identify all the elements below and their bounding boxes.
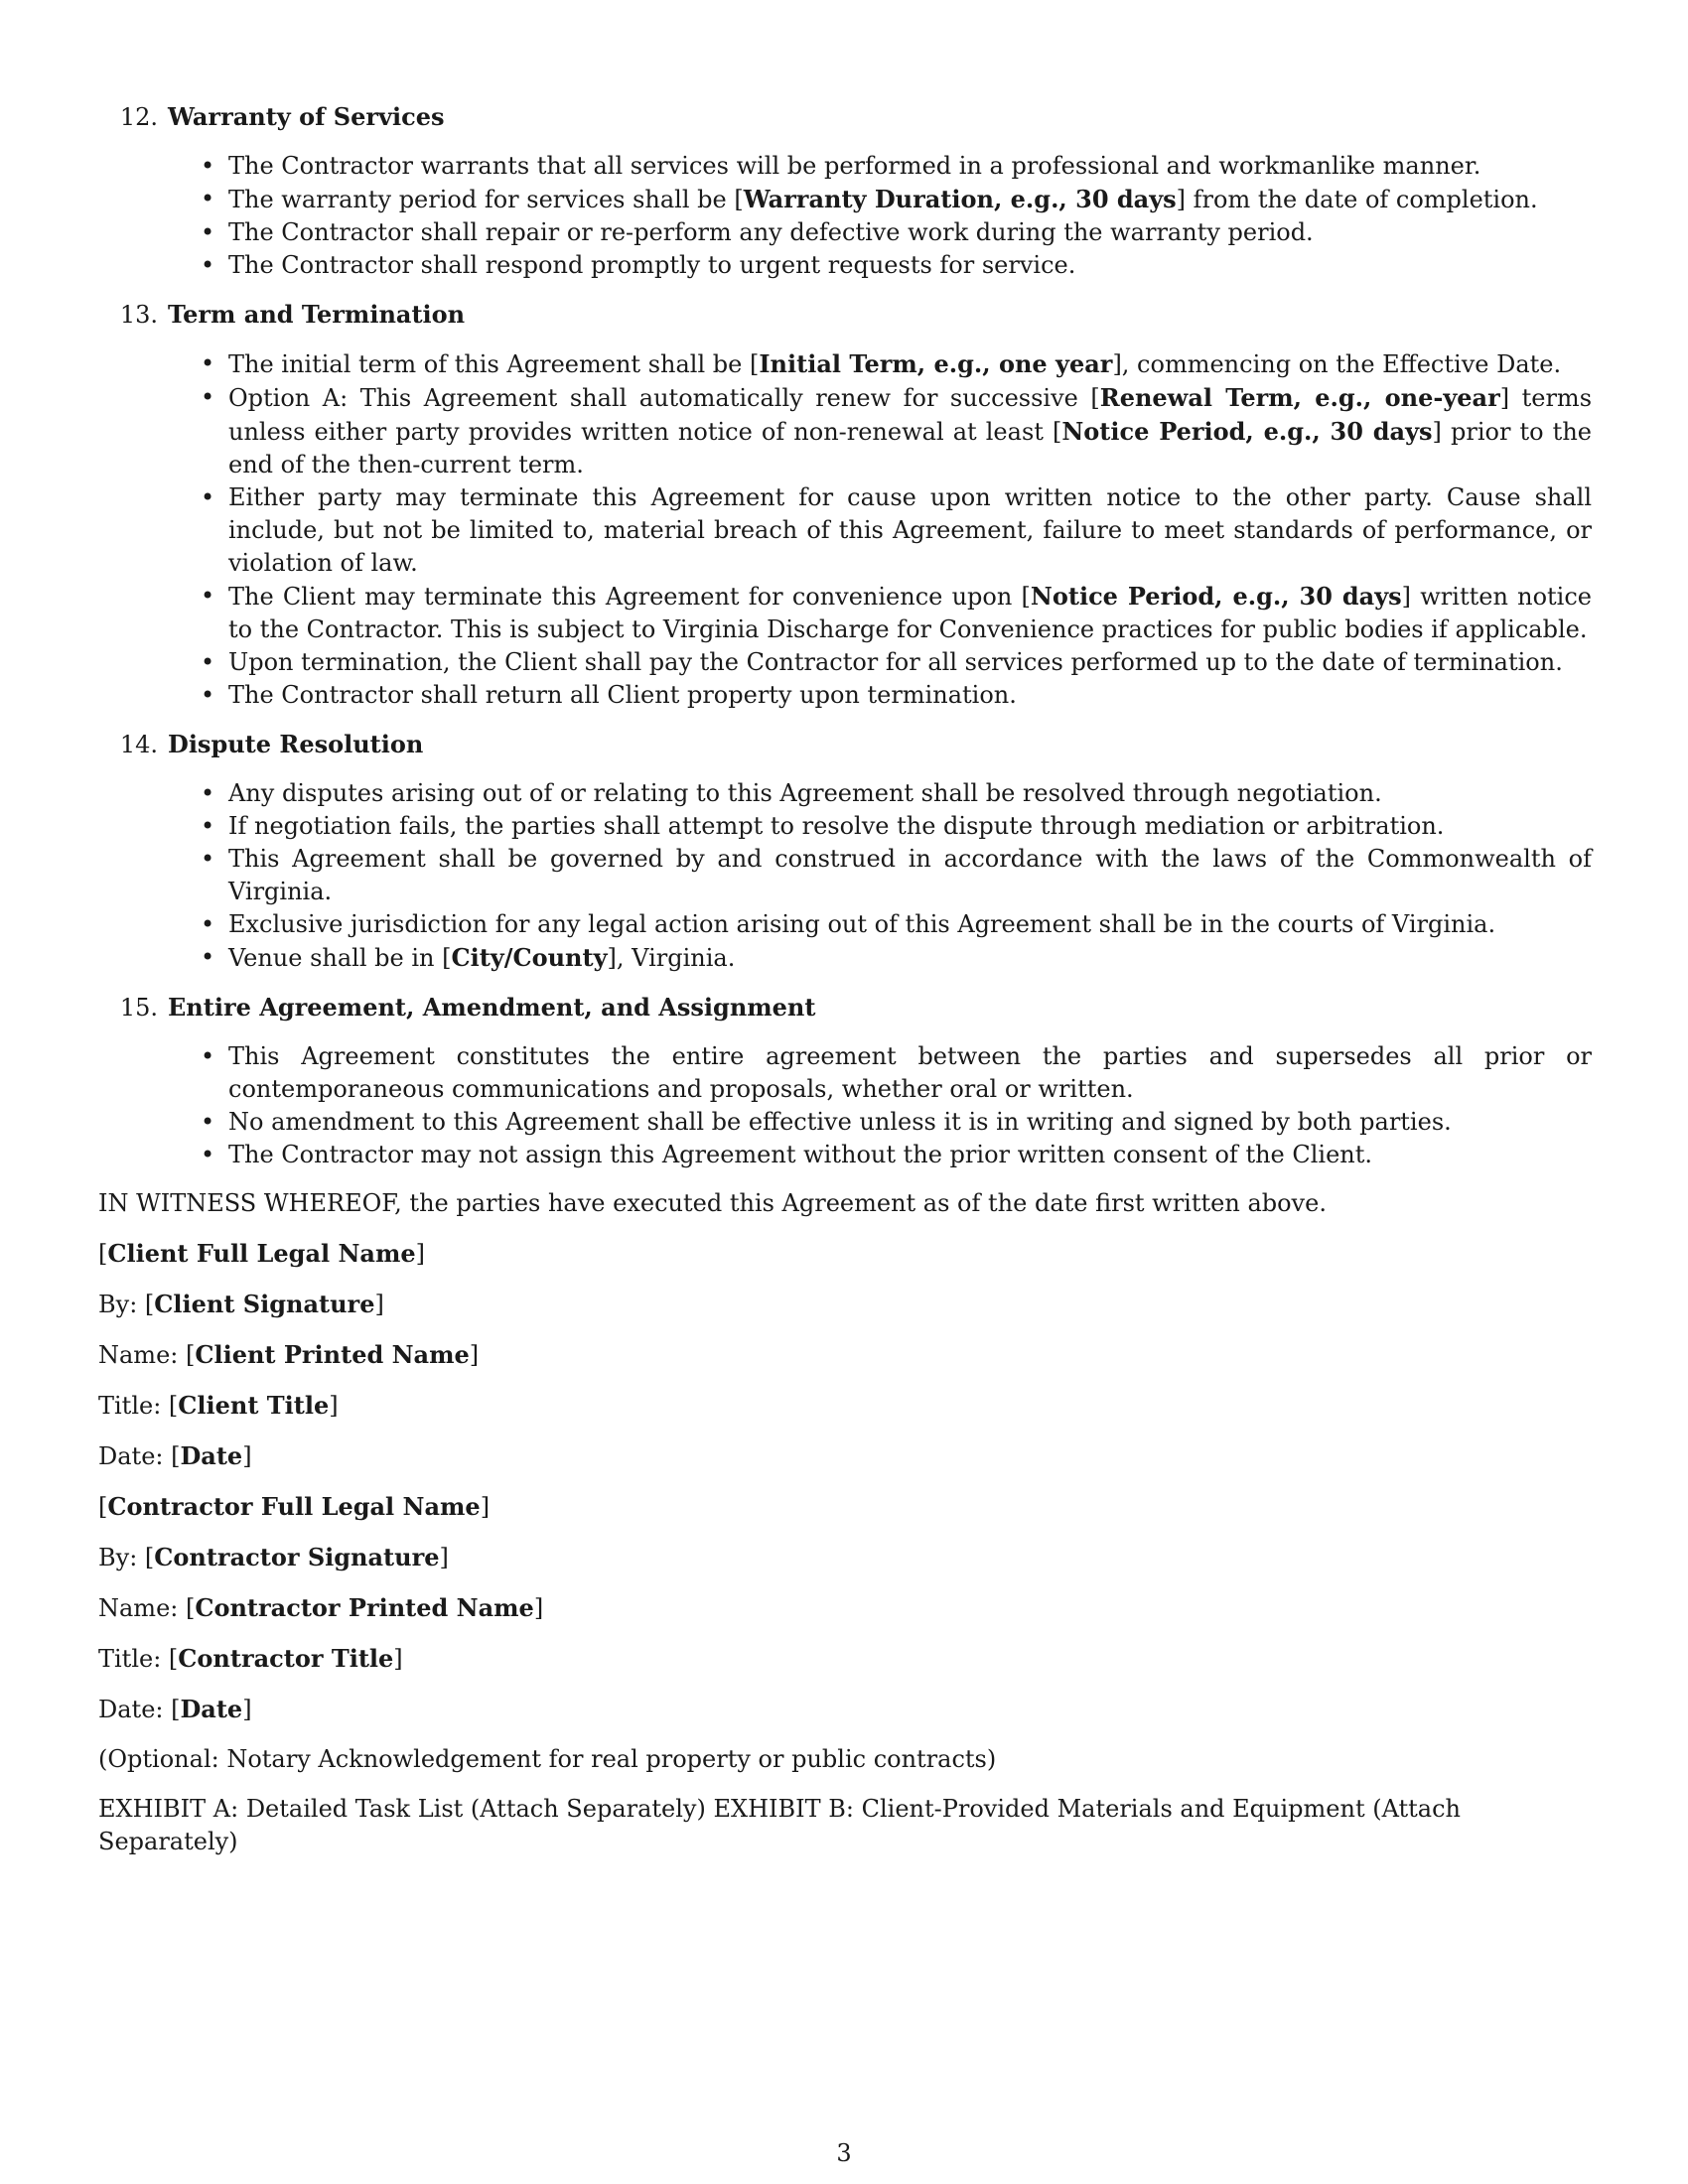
text-run: This Agreement shall be governed by and construed in accordance with the laws of the Commonwealth of Virginia. — [228, 845, 1592, 905]
placeholder-field: Client Signature — [154, 1290, 375, 1318]
paragraph — [98, 1439, 1592, 1473]
bullet-icon: • — [201, 582, 215, 610]
bullet-icon: • — [201, 383, 215, 411]
bullet-icon: • — [201, 779, 215, 807]
placeholder-field: Client Printed Name — [195, 1340, 470, 1369]
paragraph — [98, 1338, 1592, 1372]
placeholder-field: Renewal Term, e.g., one-year — [1099, 383, 1500, 412]
text-run: ], commencing on the Effective Date. — [1112, 350, 1562, 378]
bullet-icon: • — [201, 152, 215, 180]
paragraph — [98, 1642, 1592, 1676]
text-run: ] — [439, 1544, 449, 1571]
section-heading — [98, 728, 1592, 761]
paragraph — [98, 1591, 1592, 1625]
text-run: Exclusive jurisdiction for any legal action arising out of this Agreement shall be in the courts of Virginia. — [228, 910, 1496, 938]
text-run: ] written notice to the Contractor. This is subject to Virginia Discharge for Convenience practices for public bodies if applicable. — [228, 583, 1593, 643]
text-run: ] — [415, 1240, 426, 1268]
list-item — [98, 941, 1592, 975]
paragraph — [98, 1743, 1592, 1776]
text-run: (Optional: Notary Acknowledgement for real property or public contracts) — [98, 1745, 997, 1773]
list-item — [98, 646, 1592, 679]
text-run: ] prior to the end of the then-current term. — [228, 418, 1592, 478]
text-run: ] — [533, 1594, 544, 1622]
section-title: Term and Termination — [168, 300, 466, 329]
section — [98, 298, 1592, 712]
page-number: 3 — [836, 2139, 852, 2167]
placeholder-field: Date — [180, 1695, 243, 1723]
text-run: Option A: This Agreement shall automatically renew for successive [ — [228, 384, 1100, 412]
bullet-icon: • — [201, 943, 215, 971]
text-run: The Contractor shall return all Client property upon termination. — [228, 681, 1017, 709]
text-run: ] — [329, 1392, 339, 1420]
paragraph — [98, 1793, 1592, 1858]
text-run: [ — [98, 1493, 108, 1521]
section-title: Warranty of Services — [168, 102, 445, 131]
text-run: ] — [469, 1341, 480, 1369]
section-number: 14. — [119, 731, 158, 758]
bullet-icon: • — [201, 812, 215, 840]
list-item — [98, 150, 1592, 183]
list-item — [98, 381, 1592, 481]
list-item — [98, 1106, 1592, 1139]
text-run: The Contractor shall repair or re-perform any defective work during the warranty period. — [228, 218, 1314, 246]
bullet-icon: • — [201, 185, 215, 212]
text-run: The initial term of this Agreement shall be [ — [228, 350, 760, 378]
section — [98, 991, 1592, 1171]
text-run: Date: [ — [98, 1442, 181, 1470]
text-run: Title: [ — [98, 1392, 179, 1420]
bullet-icon: • — [201, 218, 215, 246]
placeholder-field: City/County — [451, 943, 608, 972]
section-number: 15. — [119, 994, 158, 1022]
bullet-icon: • — [201, 1141, 215, 1168]
list-item — [98, 1139, 1592, 1171]
text-run: The Client may terminate this Agreement for convenience upon [ — [228, 583, 1031, 611]
text-run: By: [ — [98, 1544, 155, 1571]
text-run: [ — [734, 186, 744, 213]
signature-block — [98, 1187, 1592, 1858]
list-item — [98, 249, 1592, 282]
bullet-list — [98, 777, 1592, 975]
text-run: [ — [98, 1240, 108, 1268]
bullet-icon: • — [201, 845, 215, 873]
list-item — [98, 1040, 1592, 1106]
list-item — [98, 843, 1592, 908]
text-run: No amendment to this Agreement shall be effective unless it is in writing and signed by both parties. — [228, 1108, 1452, 1136]
paragraph — [98, 1693, 1592, 1726]
text-run: ] — [242, 1442, 252, 1470]
text-run: Either party may terminate this Agreement for cause upon written notice to the other party. Cause shall include, but not be limited to, material breach of this Agreement, failure to meet standards of performance, or violation of law. — [228, 483, 1592, 577]
text-run: ] — [393, 1645, 403, 1673]
placeholder-field: Contractor Printed Name — [195, 1593, 534, 1622]
bullet-icon: • — [201, 648, 215, 676]
placeholder-field: Notice Period, e.g., 30 days — [1061, 417, 1433, 446]
placeholder-field: Contractor Title — [178, 1644, 394, 1673]
bullet-list — [98, 347, 1592, 712]
text-run: ] from the date of completion. — [1176, 186, 1538, 213]
list-item — [98, 810, 1592, 843]
paragraph — [98, 1541, 1592, 1574]
paragraph — [98, 1237, 1592, 1271]
placeholder-field: Client Full Legal Name — [107, 1239, 416, 1268]
text-run: Any disputes arising out of or relating to this Agreement shall be resolved through negotiation. — [228, 779, 1382, 807]
bullet-list — [98, 1040, 1592, 1171]
placeholder-field: Contractor Signature — [154, 1543, 440, 1571]
section-heading — [98, 298, 1592, 332]
text-run: By: [ — [98, 1291, 155, 1318]
bullet-icon: • — [201, 910, 215, 938]
list-item — [98, 908, 1592, 941]
text-run: Name: [ — [98, 1341, 196, 1369]
bullet-icon: • — [201, 1108, 215, 1136]
text-run: ], Virginia. — [607, 944, 736, 972]
text-run: If negotiation fails, the parties shall attempt to resolve the dispute through mediation or arbitration. — [228, 812, 1445, 840]
text-run: ] — [480, 1493, 491, 1521]
text-run: The Contractor warrants that all services will be performed in a professional and workmanlike manner. — [228, 152, 1481, 180]
document-body — [98, 100, 1592, 1875]
paragraph — [98, 1389, 1592, 1423]
text-run: Name: [ — [98, 1594, 196, 1622]
text-run: Upon termination, the Client shall pay the Contractor for all services performed up to the date of termination. — [228, 648, 1563, 676]
bullet-list — [98, 150, 1592, 282]
list-item — [98, 777, 1592, 810]
section-heading — [98, 991, 1592, 1024]
section-list — [98, 100, 1592, 1171]
section-title: Entire Agreement, Amendment, and Assignment — [168, 993, 816, 1022]
placeholder-field: Notice Period, e.g., 30 days — [1030, 582, 1402, 611]
section — [98, 100, 1592, 282]
section-heading — [98, 100, 1592, 134]
text-run: ] — [374, 1291, 384, 1318]
section-title: Dispute Resolution — [168, 730, 424, 758]
placeholder-field: Contractor Full Legal Name — [107, 1492, 481, 1521]
list-item — [98, 679, 1592, 712]
section-number: 12. — [119, 103, 158, 131]
list-item — [98, 216, 1592, 249]
list-item — [98, 183, 1592, 216]
placeholder-field: Initial Term, e.g., one year — [759, 349, 1113, 378]
placeholder-field: Client Title — [178, 1391, 330, 1420]
text-run: Title: [ — [98, 1645, 179, 1673]
text-run: Date: [ — [98, 1696, 181, 1723]
paragraph — [98, 1288, 1592, 1321]
bullet-icon: • — [201, 681, 215, 709]
text-run: ] terms unless either party provides written notice of non-renewal at least [ — [228, 384, 1593, 446]
list-item — [98, 347, 1592, 381]
text-run: EXHIBIT A: Detailed Task List (Attach Separately) EXHIBIT B: Client-Provided Materials and Equipment (Attach Separately) — [98, 1795, 1461, 1855]
text-run: The warranty period for services shall be — [228, 186, 735, 213]
bullet-icon: • — [201, 349, 215, 377]
placeholder-field: Warranty Duration, e.g., 30 days — [743, 185, 1177, 213]
text-run: The Contractor may not assign this Agreement without the prior written consent of the Client. — [228, 1141, 1373, 1168]
bullet-icon: • — [201, 483, 215, 511]
text-run: IN WITNESS WHEREOF, the parties have executed this Agreement as of the date first written above. — [98, 1189, 1327, 1217]
section — [98, 728, 1592, 975]
section-number: 13. — [119, 301, 158, 329]
paragraph — [98, 1490, 1592, 1524]
bullet-icon: • — [201, 1042, 215, 1070]
bullet-icon: • — [201, 251, 215, 279]
text-run: Venue shall be in [ — [228, 944, 452, 972]
text-run: The Contractor shall respond promptly to urgent requests for service. — [228, 251, 1076, 279]
list-item — [98, 580, 1592, 646]
text-run: ] — [242, 1696, 252, 1723]
list-item — [98, 481, 1592, 580]
paragraph — [98, 1187, 1592, 1220]
placeholder-field: Date — [180, 1441, 243, 1470]
text-run: This Agreement constitutes the entire agreement between the parties and supersedes all prior or contemporaneous communications and proposals, whether oral or written. — [228, 1042, 1592, 1103]
